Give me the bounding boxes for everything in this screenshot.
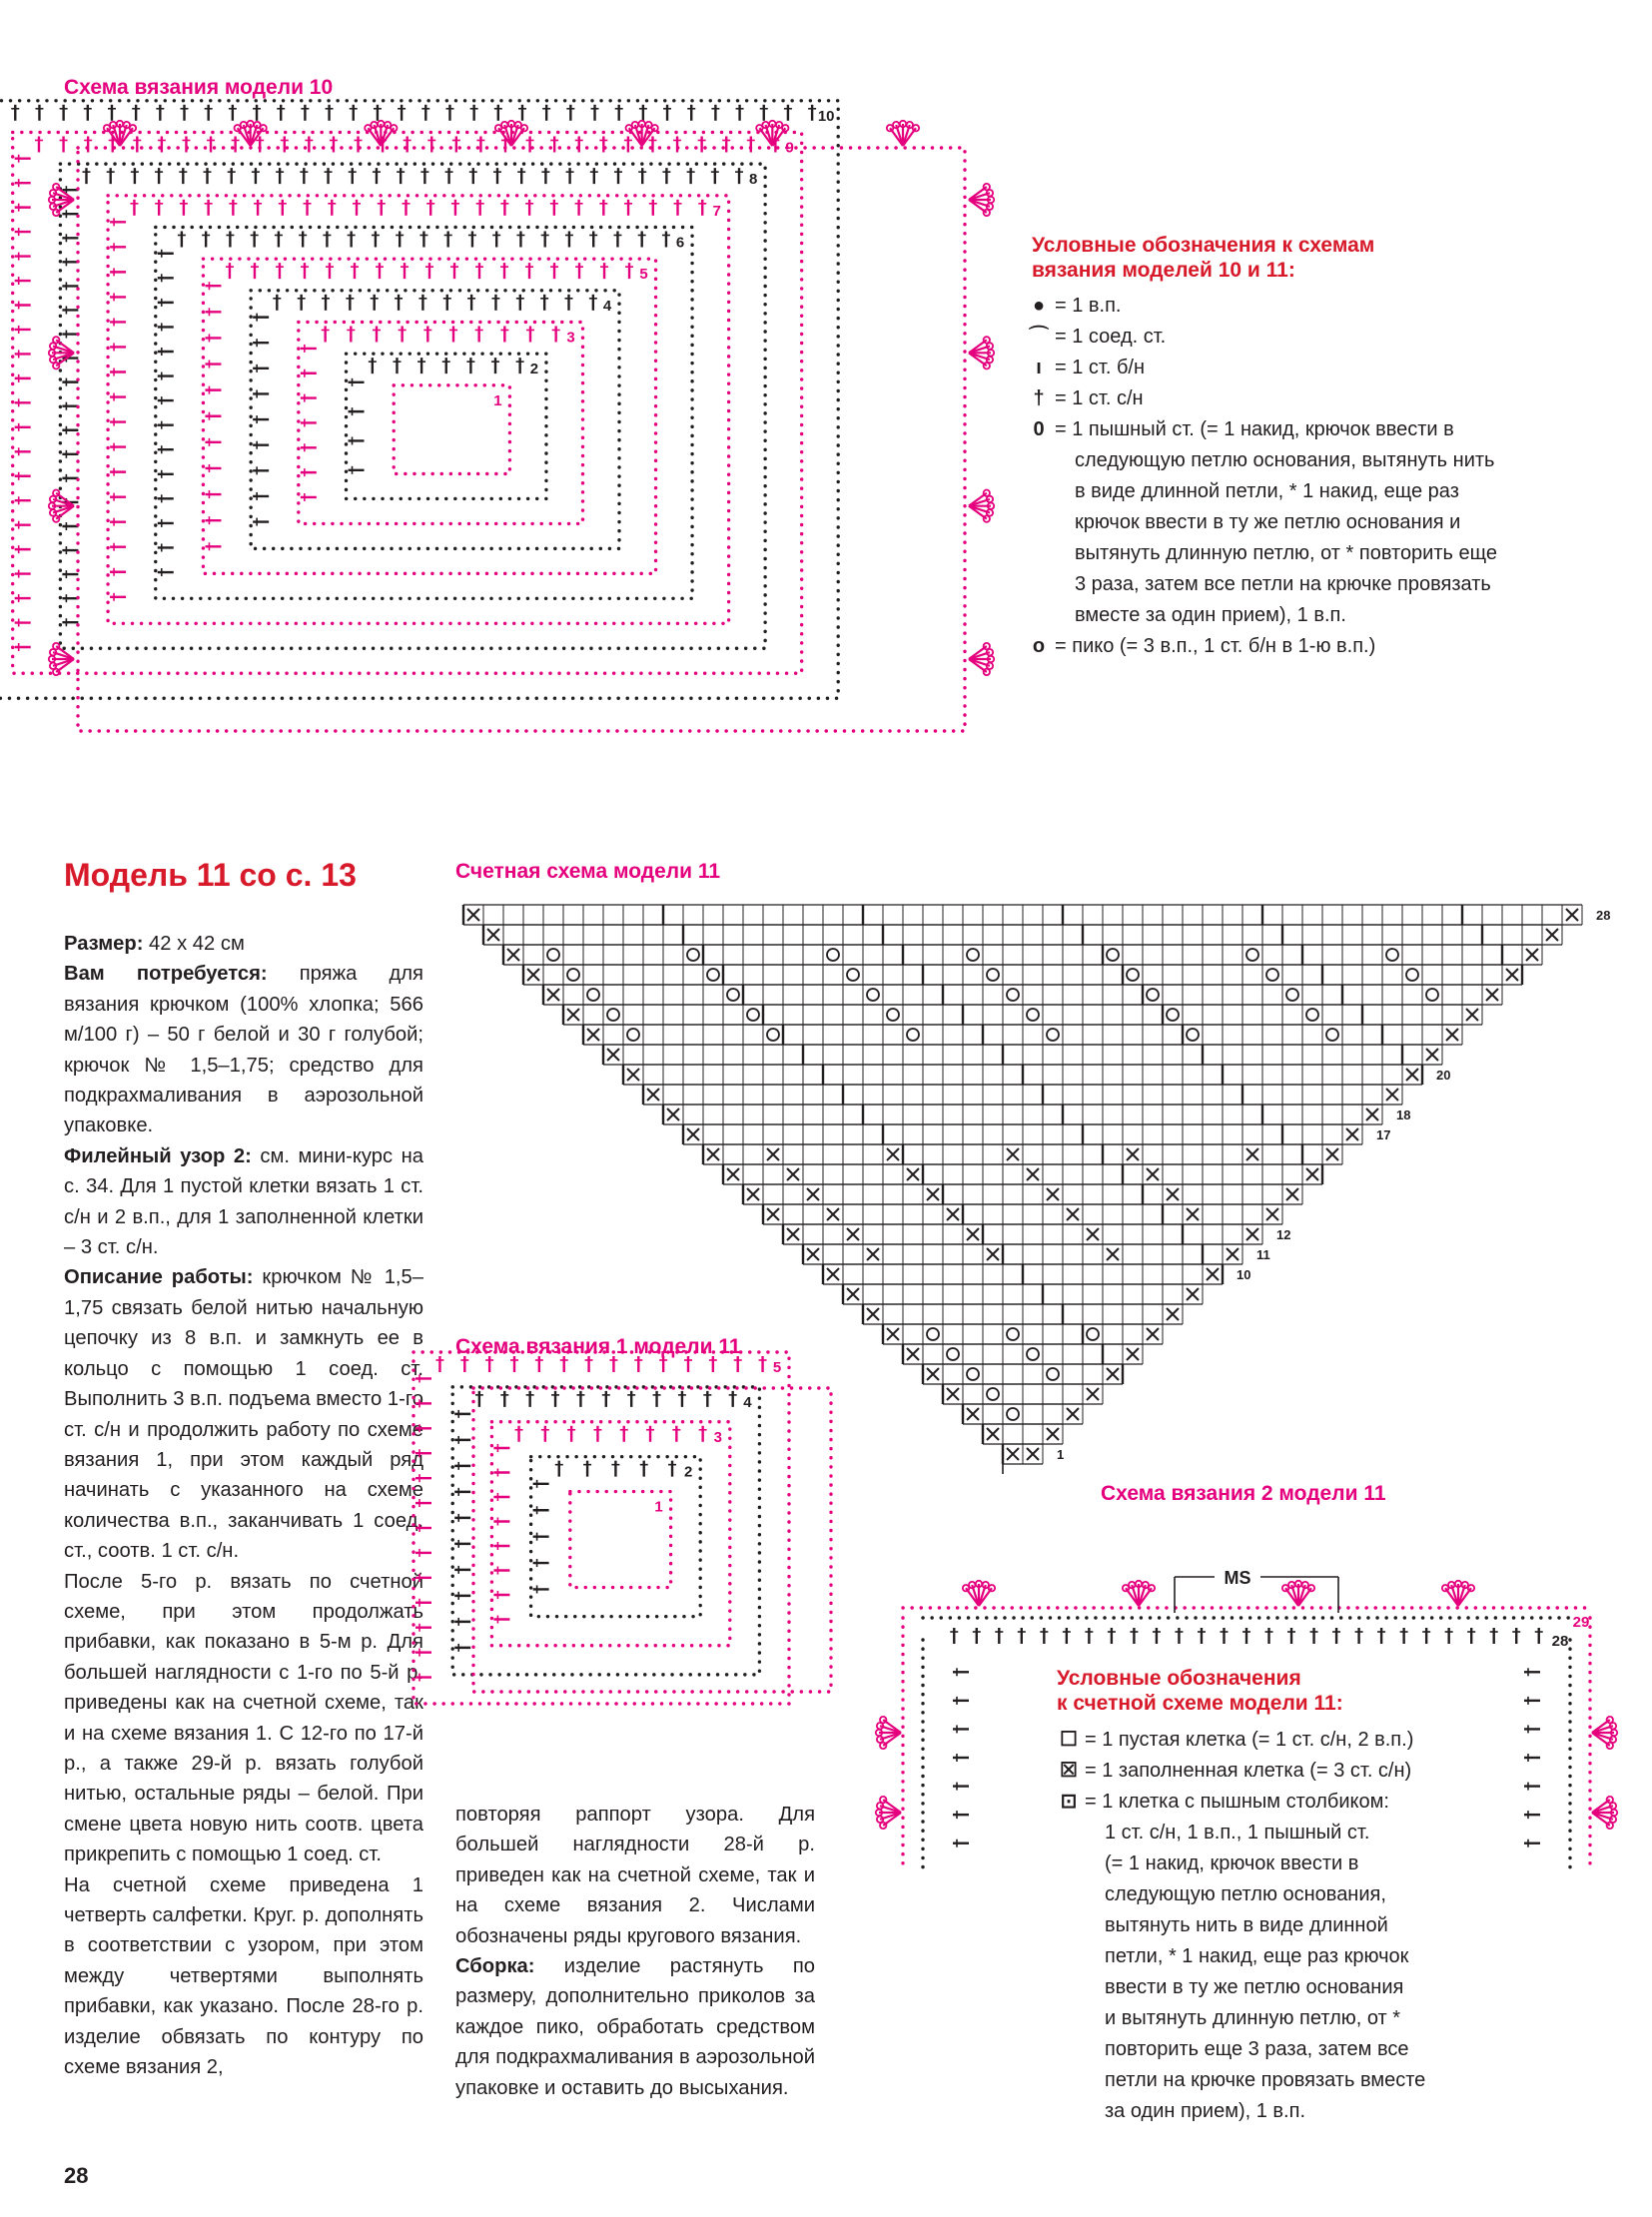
model11-heading: Модель 11 со с. 13 [64, 857, 357, 893]
paragraph [64, 1141, 423, 1263]
legend-item [1027, 291, 1626, 322]
legend-text: = 1 ст. с/н [1055, 387, 1144, 409]
puff-cell-icon [1187, 1029, 1199, 1041]
chain-ring [60, 164, 765, 648]
legend-item [1057, 1787, 1556, 1818]
row-number: 3 [566, 329, 575, 347]
picot-fan [963, 1581, 995, 1606]
row-number: 28 [1551, 1633, 1569, 1650]
chain-ring [108, 196, 729, 623]
picot-fan [876, 1797, 901, 1829]
legend-item [1027, 507, 1626, 538]
paragraph-body: После 5-го р. вязать по счетной схеме, при этом продолжать прибавки, как показано в 5-м р. Для большей наглядности с 1-го по 5-й р. приведены как на счетной схеме, так и на схеме вязания 1. С 12-го по 17-й р., а также 29-й р. вязать голубой нитью, остальные ряды – белой. При смене цвета новую нить соотв. цвета прикрепить с помощью 1 соед. ст. [64, 1570, 423, 1866]
puff-cell-icon [767, 1029, 779, 1041]
legend-text: 1 ст. с/н, 1 в.п., 1 пышный ст. [1105, 1822, 1370, 1844]
picot-fan [1123, 1581, 1155, 1606]
legend-text: = 1 пышный ст. (= 1 накид, крючок ввести в [1055, 418, 1454, 440]
puff-cell-icon [1107, 949, 1119, 961]
crochet-scheme-1-model-11 [453, 1359, 853, 1768]
puff-cell-icon [987, 1388, 999, 1400]
single-crochet-icon: ı [1036, 357, 1042, 378]
legend-item [1057, 2034, 1556, 2065]
picot-fan [969, 490, 994, 522]
paragraph [64, 929, 423, 959]
puff-cell-icon [687, 949, 699, 961]
row-number: 4 [743, 1393, 752, 1411]
chart10-title: Схема вязания модели 10 [64, 76, 334, 99]
picot-fan [969, 643, 994, 675]
chain-ring [13, 132, 802, 673]
picot-fan [1282, 1581, 1314, 1606]
row-number: 12 [1276, 1227, 1291, 1242]
paragraph [64, 1870, 423, 2083]
picot-fan [1592, 1717, 1617, 1749]
puff-cell-icon [547, 949, 559, 961]
puff-cell-icon [1406, 969, 1418, 981]
puff-cell-icon [587, 989, 599, 1001]
legend-text: = 1 ст. б/н [1055, 357, 1146, 378]
puff-cell-icon [1147, 989, 1159, 1001]
row-number: 7 [712, 202, 721, 220]
legend-text: за один прием), 1 в.п. [1105, 2100, 1305, 2122]
legend-text: и вытянуть длинную петлю, от * [1105, 2007, 1401, 2029]
puff-cell-icon [1167, 1009, 1179, 1021]
legend-item [1027, 600, 1626, 631]
chain-ring [531, 1457, 701, 1617]
legend-text: = 1 клетка с пышным столбиком: [1085, 1791, 1389, 1813]
paragraph-body: крючком № 1,5–1,75 связать белой нитью начальную цепочку из 8 в.п. и замкнуть ее в кольцо с помощью 1 соед. ст. Выполнить 3 в.п. подъема вместо 1-го ст. с/н и продолжить работу по схеме вязания 1, при этом каждый ряд начинать с указанного на схеме количества в.п., заканчивать 1 соед. ст., соотв. 1 ст. с/н. [64, 1266, 423, 1563]
row-number: 9 [785, 139, 794, 157]
puff-cell-icon [847, 969, 859, 981]
puff-cell-icon [1047, 1368, 1059, 1380]
count-chart-title: Счетная схема модели 11 [455, 860, 721, 883]
puff-cell-icon [927, 1328, 939, 1340]
puff-cell-icon [627, 1029, 639, 1041]
picot-fan [365, 121, 397, 146]
legend-item [1057, 1879, 1556, 1910]
paragraph-body: изделие растянуть по размеру, дополнительно приколов за каждое пико, обработать средством для подкрахмаливания в аэрозольной упаковке и оставить до высыхания. [455, 1955, 815, 2099]
picot-fan [887, 121, 919, 146]
legend-text: = 1 пустая клетка (= 1 ст. с/н, 2 в.п.) [1085, 1729, 1414, 1751]
row-number: 3 [713, 1428, 722, 1446]
legend-item [1027, 569, 1626, 600]
page-number: 28 [64, 2163, 89, 2188]
legend-item [1057, 1725, 1556, 1756]
scheme1-title: Схема вязания 1 модели 11 [455, 1335, 741, 1358]
row-number: 4 [602, 297, 612, 315]
puff-cell-icon [1007, 1408, 1019, 1420]
legend-item [1057, 1848, 1556, 1879]
slip-stitch-icon: ⌒ [1029, 326, 1049, 348]
row-number: 6 [675, 234, 685, 252]
legend11-title-line2: к счетной схеме модели 11: [1057, 1692, 1343, 1715]
legend-item [1027, 445, 1626, 476]
picot-icon: ο [1032, 635, 1046, 657]
legend-text: = 1 соед. ст. [1055, 326, 1167, 348]
legend-text: вытянуть длинную петлю, от * повторить еще [1075, 542, 1497, 564]
legend-text: петли на крючке провязать вместе [1105, 2069, 1426, 2091]
row-number: 17 [1376, 1127, 1391, 1142]
picot-fan [1442, 1581, 1474, 1606]
puff-cell-icon [727, 989, 739, 1001]
row-number: 18 [1396, 1108, 1411, 1122]
legend-item [1057, 1972, 1556, 2003]
puff-cell-icon [1047, 1029, 1059, 1041]
row-number: 1 [654, 1498, 663, 1516]
row-number: 20 [1436, 1068, 1451, 1083]
row-number: 2 [529, 361, 539, 378]
puff-cell-icon [967, 1368, 979, 1380]
puff-cell-icon [747, 1009, 759, 1021]
legend-item [1027, 476, 1626, 507]
puff-cell-icon [1087, 1328, 1099, 1340]
legend-item [1027, 322, 1626, 353]
legend-text: петли, * 1 накид, еще раз крючок [1105, 1945, 1409, 1967]
legend-text: вместе за один прием), 1 в.п. [1075, 604, 1346, 626]
row-number: 28 [1596, 908, 1611, 923]
repeat-label: MS [1224, 1568, 1251, 1588]
legend-text: = 1 заполненная клетка (= 3 ст. с/н) [1085, 1760, 1412, 1782]
chain-ring [299, 322, 583, 523]
row-number: 1 [1057, 1447, 1065, 1462]
double-crochet-icon: † [1033, 387, 1045, 409]
legend-item [1057, 2003, 1556, 2034]
legend-text: = пико (= 3 в.п., 1 ст. б/н в 1-ю в.п.) [1055, 635, 1376, 657]
model11-text-column-1 [64, 929, 423, 2082]
legend10-list [1027, 291, 1626, 662]
puff-cell-icon [1326, 1029, 1338, 1041]
puff-cell-icon [607, 1009, 619, 1021]
legend-item [1027, 353, 1626, 383]
paragraph-body: На счетной схеме приведена 1 четверть салфетки. Круг. р. дополнять в соответствии с узором, при этом между четвертями выполнять прибавки, как указано. После 28-го р. изделие обвязать по контуру по схеме вязания 2, [64, 1873, 423, 2079]
paragraph-lead: Размер: [64, 933, 144, 955]
paragraph-lead: Вам потребуется: [64, 963, 268, 986]
legend-item [1027, 538, 1626, 569]
puff-cell-icon [1306, 1009, 1318, 1021]
puff-cell-icon [707, 969, 719, 981]
row-number: 8 [748, 171, 758, 189]
picot-fan [969, 337, 994, 369]
puff-cell-icon [1007, 989, 1019, 1001]
legend-text: следующую петлю основания, [1105, 1883, 1386, 1905]
puff-cell-icon [1386, 949, 1398, 961]
puff-cell-icon [867, 989, 879, 1001]
legend-text: (= 1 накид, крючок ввести в [1105, 1852, 1359, 1874]
paragraph [64, 1262, 423, 1566]
puff-cell-icon [827, 949, 839, 961]
paragraph-body: 42 х 42 см [143, 933, 245, 955]
legend-item [1057, 2065, 1556, 2096]
picot-fan [756, 121, 788, 146]
legend-item [1057, 1941, 1556, 1972]
puff-cell-icon [887, 1009, 899, 1021]
chain-ring [347, 354, 546, 498]
legend-text: следующую петлю основания, вытянуть нить [1075, 449, 1495, 471]
legend-item [1057, 2096, 1556, 2127]
legend-text: ввести в ту же петлю основания [1105, 1976, 1404, 1998]
chain-ring [394, 385, 509, 474]
picot-fan [49, 643, 74, 675]
filled-cell-icon: ☒ [1060, 1760, 1078, 1782]
paragraph-body: пряжа для вязания крючком (100% хлопка; 566 м/100 г) – 50 г белой и 30 г голубой; крючок № 1,5–1,75; средство для подкрахмаливания в аэрозольной упаковке. [64, 963, 423, 1137]
puff-cell-icon [1286, 989, 1298, 1001]
legend-item [1057, 1756, 1556, 1787]
row-number: 10 [817, 107, 835, 125]
picot-fan [49, 490, 74, 522]
legend10-title [1032, 233, 1374, 283]
puff-cell-icon [1246, 949, 1258, 961]
paragraph-lead: Сборка: [455, 1955, 535, 1978]
puff-cell-icon [967, 949, 979, 961]
picot-fan [49, 337, 74, 369]
legend10-title-line1: Условные обозначения к схемам [1032, 234, 1375, 257]
legend-item [1057, 1910, 1556, 1941]
puff-cell-icon [987, 969, 999, 981]
paragraph-lead: Филейный узор 2: [64, 1144, 252, 1167]
legend-text: = 1 в.п. [1055, 295, 1122, 317]
legend-item [1057, 1818, 1556, 1848]
row-number: 2 [684, 1463, 693, 1481]
chain-ring [0, 101, 838, 698]
legend11-list [1057, 1725, 1556, 2127]
picot-fan [876, 1717, 901, 1749]
legend-item [1027, 414, 1626, 445]
crochet-chart-model-10 [58, 107, 987, 807]
picot-fan [969, 184, 994, 216]
legend11-title [1057, 1666, 1343, 1716]
legend-item [1027, 631, 1626, 662]
puff-cell-icon [1426, 989, 1438, 1001]
paragraph [64, 959, 423, 1140]
paragraph-lead: Описание работы: [64, 1266, 254, 1289]
legend-text: крючок ввести в ту же петлю основания и [1075, 511, 1461, 533]
paragraph [455, 1951, 815, 2103]
paragraph [64, 1567, 423, 1870]
legend-text: 3 раза, затем все петли на крючке провязать [1075, 573, 1491, 595]
row-number: 5 [639, 266, 648, 284]
puff-cell-icon [1266, 969, 1278, 981]
row-number: 29 [1572, 1614, 1590, 1631]
legend-text: повторить еще 3 раза, затем все [1105, 2038, 1409, 2060]
puff-cell-icon: ⊡ [1060, 1791, 1078, 1813]
legend-item [1027, 383, 1626, 414]
puff-stitch-icon: 0 [1033, 418, 1045, 440]
empty-cell-icon: ☐ [1060, 1729, 1078, 1751]
legend10-title-line2: вязания моделей 10 и 11: [1032, 259, 1295, 282]
chain-ring [251, 291, 619, 549]
legend-text: в виде длинной петли, * 1 накид, еще раз [1075, 480, 1459, 502]
paragraph-body: повторяя раппорт узора. Для большей наглядности 28-й р. приведен как на счетной схеме, так и на схеме вязания 2. Числами обозначены ряды кругового вязания. [455, 1804, 815, 1947]
puff-cell-icon [1027, 1009, 1039, 1021]
scheme2-title: Схема вязания 2 модели 11 [1101, 1482, 1386, 1505]
chain-ring [156, 227, 692, 598]
picot-fan [1592, 1797, 1617, 1829]
chain-ring [203, 259, 655, 573]
chain-dot-icon: ● [1032, 295, 1046, 317]
row-number: 1 [493, 391, 502, 409]
puff-cell-icon [907, 1029, 919, 1041]
puff-cell-icon [567, 969, 579, 981]
row-number: 5 [772, 1359, 782, 1376]
puff-cell-icon [1007, 1328, 1019, 1340]
model11-text-column-2 [455, 1800, 815, 2103]
legend11-title-line1: Условные обозначения [1057, 1667, 1301, 1690]
picot-icon [53, 337, 59, 343]
legend-text: вытянуть нить в виде длинной [1105, 1914, 1388, 1936]
puff-cell-icon [1127, 969, 1139, 981]
picot-icon [260, 125, 266, 131]
puff-cell-icon [1027, 1348, 1039, 1360]
row-number: 10 [1237, 1267, 1251, 1282]
paragraph [455, 1800, 815, 1951]
paragraph-body: см. мини-курс на с. 34. Для 1 пустой клетки вязать 1 ст. с/н и 2 в.п., для 1 заполненной клетки – 3 ст. с/н. [64, 1144, 423, 1259]
puff-cell-icon [947, 1348, 959, 1360]
row-number: 11 [1256, 1247, 1270, 1262]
